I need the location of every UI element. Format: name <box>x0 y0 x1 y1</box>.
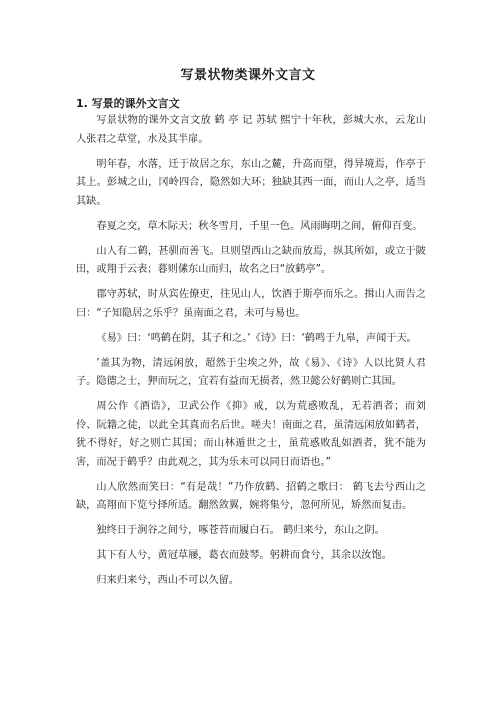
paragraph: 《易》曰：‘鸣鹤在阴，其子和之。’《诗》曰：‘鹤鸣于九皋，声闻于天。 <box>96 332 417 344</box>
paragraph: 明年春，水落，迁于故居之东，东山之麓，升高而望，得异境焉，作亭于其上。彭城之山，冈岭四合，隐然如大环；独缺其西一面，而山人之亭，适当其缺。 <box>76 158 426 207</box>
article-body <box>76 112 426 597</box>
paragraph: 春夏之交，草木际天；秋冬雪月，千里一色。风雨晦明之间，俯仰百变。 <box>96 220 423 232</box>
paragraph: ’盖其为物，清远闲放，超然于尘埃之外，故《易》、《诗》人以比贤人君子。隐德之士，狎而玩之，宜若有益而无损者，然卫懿公好鹤则亡其国。 <box>76 357 426 387</box>
paragraph: 独终日于涧谷之间兮，啄苍苔而履白石。 鹤归来兮，东山之阴。 <box>96 525 385 536</box>
document-title: 写景状物类课外文言文 <box>180 68 316 83</box>
paragraph: 写景状物的课外文言文放 鹤 亭 记 苏轼 熙宁十年秋，彭城大水，云龙山人张君之草堂，水及其半扉。 <box>76 115 426 145</box>
paragraph: 郡守苏轼，时从宾佐僚吏，往见山人，饮酒于斯亭而乐之。揖山人而告之曰：“子知隐居之乐乎？虽南面之君，未可与易也。 <box>76 289 426 319</box>
paragraph: 归来归来兮，西山不可以久留。 <box>96 575 240 586</box>
paragraph: 周公作《酒诰》，卫武公作《抑》戒，以为荒惑败乱，无若酒者；而刘伶、阮籍之徒，以此全其真而名后世。嗟夫！南面之君，虽清远闲放如鹤者，犹不得好，好之则亡其国；而山林遁世之士，虽荒惑败乱如酒者，犹不能为害，而况于鹤乎？由此观之，其为乐未可以同日而语也。” <box>76 401 426 468</box>
paragraph: 其下有人兮，黄冠草屦，葛衣而鼓琴。躬耕而食兮，其余以汝饱。 <box>96 550 392 561</box>
paragraph: 山人有二鹤，甚驯而善飞。旦则望西山之缺而放焉，纵其所如，或立于陂田，或翔于云表；暮则傃东山而归，故名之曰“放鹤亭”。 <box>76 245 426 275</box>
paragraph: 山人欣然而笑曰：“有是哉！”乃作放鹤、招鹤之歌曰： 鹤飞去兮西山之缺，高翔而下览兮择所适。翻然敛翼，婉将集兮，忽何所见，矫然而复击。 <box>76 481 426 511</box>
section-heading: 1. 写景的课外文言文 <box>76 97 180 110</box>
